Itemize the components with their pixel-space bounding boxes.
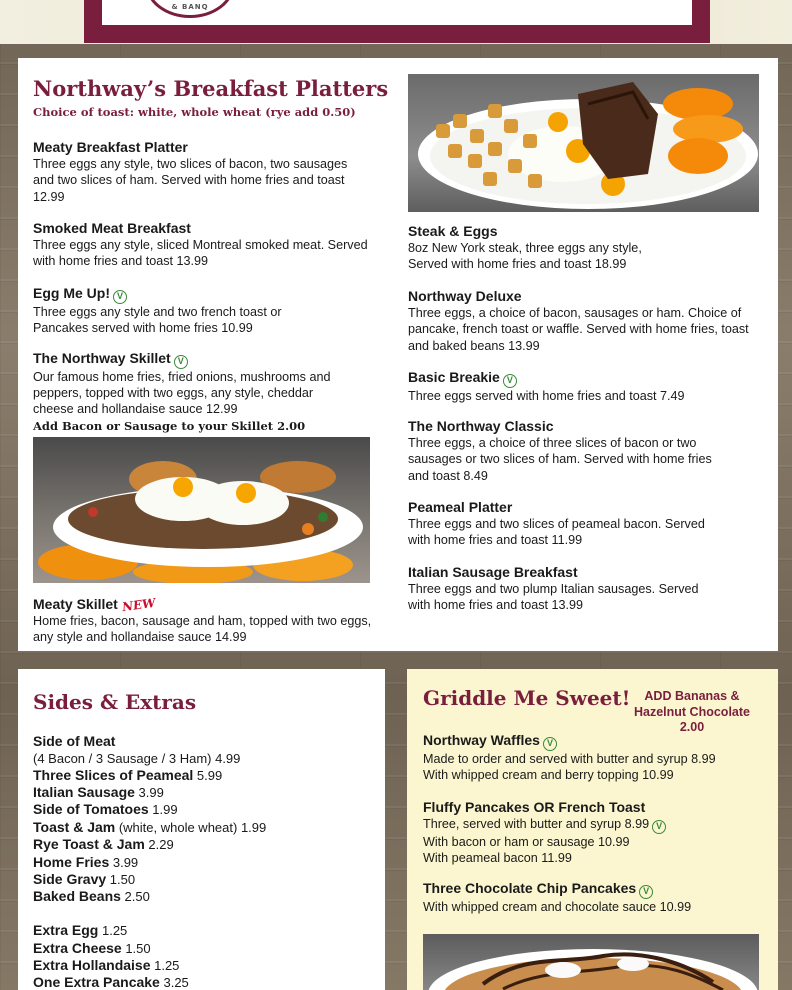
item-desc: Three eggs and two plump Italian sausages. Served with home fries and toast 13.99 xyxy=(408,582,699,613)
item-desc: Three eggs and two slices of peameal bacon. Served with home fries and toast 11.99 xyxy=(408,517,705,548)
sides-item-detail: 1.25 xyxy=(150,958,180,973)
sides-item-detail: 3.99 xyxy=(134,785,164,800)
vegetarian-v-icon: V xyxy=(652,820,666,834)
item-desc: Home fries, bacon, sausage and ham, topped with two eggs, any style and hollandaise sauce 14.99 xyxy=(33,614,372,645)
item-name: Smoked Meat Breakfast xyxy=(33,220,191,236)
sides-item-name: Rye Toast & Jam xyxy=(33,836,145,852)
item-name: Meaty Breakfast Platter xyxy=(33,139,188,155)
menu-item-northway-skillet xyxy=(33,349,348,434)
vegetarian-v-icon: V xyxy=(503,374,517,388)
sides-item-name: Side Gravy xyxy=(33,871,107,887)
sides-item-detail: 2.50 xyxy=(120,889,150,904)
menu-item-italian-sausage-breakfast xyxy=(408,563,708,614)
sides-item-detail: 1.99 xyxy=(148,802,178,817)
sides-item xyxy=(33,836,174,853)
vegetarian-v-icon: V xyxy=(639,885,653,899)
sides-item-name: Three Slices of Peameal xyxy=(33,767,194,783)
sides-item-name: Side of Tomatoes xyxy=(33,801,149,817)
item-line: Made to order and served with butter and syrup 8.99 xyxy=(423,752,716,766)
item-desc: Three eggs any style, sliced Montreal smoked meat. Served with home fries and toast 13.99 xyxy=(33,238,368,269)
sides-item-detail: 5.99 xyxy=(193,768,223,783)
sides-item-name: Toast & Jam xyxy=(33,819,116,835)
sides-item xyxy=(33,871,135,888)
menu-item-smoked-meat-breakfast xyxy=(33,219,368,270)
sides-item xyxy=(33,922,127,939)
steak-and-eggs-photo xyxy=(408,74,759,212)
item-desc: Three eggs any style and two french toast or Pancakes served with home fries 10.99 xyxy=(33,305,282,336)
sides-item xyxy=(33,819,266,836)
sides-item xyxy=(33,957,179,974)
item-name: Steak & Eggs xyxy=(408,223,498,239)
breakfast-title: Northway’s Breakfast Platters xyxy=(33,76,389,101)
item-desc: Three eggs, a choice of three slices of bacon or two sausages or two slices of ham. Served with home fries and toast 8.49 xyxy=(408,436,712,483)
add-line2: Hazelnut Chocolate xyxy=(634,704,750,719)
pancake-photo xyxy=(423,934,759,990)
sides-item-detail: (white, whole wheat) 1.99 xyxy=(115,820,267,835)
item-desc: 8oz New York steak, three eggs any style, Served with home fries and toast 18.99 xyxy=(408,241,642,272)
item-line: With bacon or ham or sausage 10.99 xyxy=(423,835,630,850)
item-desc: Our famous home fries, fried onions, mushrooms and peppers, topped with two eggs, any style, cheddar cheese and hollandaise sauce 12.99 xyxy=(33,370,331,417)
new-badge: NEW xyxy=(121,595,157,615)
sides-item-name: Italian Sausage xyxy=(33,784,135,800)
menu-item-meaty-breakfast-platter xyxy=(33,138,363,205)
item-name: Fluffy Pancakes OR French Toast xyxy=(423,799,646,815)
item-desc: Three eggs any style, two slices of bacon, two sausages and two slices of ham. Served with home fries and toast 12.99 xyxy=(33,157,348,204)
menu-item-northway-waffles xyxy=(423,731,768,783)
menu-item-steak-and-eggs xyxy=(408,222,753,273)
item-name: Peameal Platter xyxy=(408,499,513,515)
vegetarian-v-icon: V xyxy=(174,355,188,369)
sides-item xyxy=(33,888,150,905)
item-name: Northway Deluxe xyxy=(408,288,522,304)
vegetarian-v-icon: V xyxy=(113,290,127,304)
item-name: The Northway Classic xyxy=(408,418,554,434)
sides-item-name: Home Fries xyxy=(33,854,110,870)
item-name: The Northway Skillet xyxy=(33,350,171,366)
item-desc: Three eggs served with home fries and toast 7.49 xyxy=(408,389,685,403)
item-name: Egg Me Up! xyxy=(33,285,110,301)
logo-seal-text: & BANQ xyxy=(171,3,209,11)
menu-item-fluffy-pancakes-french-toast xyxy=(423,798,768,867)
item-line: With peameal bacon 11.99 xyxy=(423,851,572,866)
griddle-title: Griddle Me Sweet! xyxy=(423,686,631,710)
skillet-photo xyxy=(33,437,370,583)
sides-item xyxy=(33,974,189,990)
sides-item xyxy=(33,854,138,871)
menu-item-basic-breakie xyxy=(408,368,753,404)
sides-item-name: Extra Egg xyxy=(33,922,99,938)
sides-item-detail: 1.50 xyxy=(106,872,136,887)
sides-item-detail: 1.25 xyxy=(98,923,128,938)
sides-item-detail: 3.25 xyxy=(159,975,189,990)
sides-item-name: Baked Beans xyxy=(33,888,121,904)
sides-item xyxy=(33,940,151,957)
sides-item xyxy=(33,784,164,801)
item-line xyxy=(423,816,768,834)
sides-item-detail: 3.99 xyxy=(109,855,139,870)
add-line1: ADD Bananas & xyxy=(644,689,740,703)
item-desc: Three eggs, a choice of bacon, sausages or ham. Choice of pancake, french toast or waffle. Served with home fries, toast and baked beans 13.99 xyxy=(408,306,749,353)
item-name: Basic Breakie xyxy=(408,369,500,385)
sides-item-detail: 2.29 xyxy=(144,837,174,852)
menu-item-peameal-platter xyxy=(408,498,718,549)
menu-item-chocolate-chip-pancakes xyxy=(423,879,768,915)
sides-item-detail: (4 Bacon / 3 Sausage / 3 Ham) 4.99 xyxy=(33,751,241,766)
sides-item xyxy=(33,750,240,767)
sides-title: Sides & Extras xyxy=(33,690,197,714)
add-price: 2.00 xyxy=(679,720,705,734)
sides-item-name: One Extra Pancake xyxy=(33,974,160,990)
skillet-add-note: Add Bacon or Sausage to your Skillet 2.00 xyxy=(33,418,306,433)
item-line: With whipped cream and chocolate sauce 10.99 xyxy=(423,900,692,914)
menu-item-meaty-skillet xyxy=(33,595,383,646)
item-name: Three Chocolate Chip Pancakes xyxy=(423,880,637,896)
item-name: Northway Waffles xyxy=(423,732,540,748)
item-line: With whipped cream and berry topping 10.99 xyxy=(423,768,674,783)
menu-item-egg-me-up xyxy=(33,284,333,336)
menu-item-northway-classic xyxy=(408,417,723,484)
sides-item-name: Extra Cheese xyxy=(33,940,122,956)
sides-item xyxy=(33,767,222,784)
item-name: Italian Sausage Breakfast xyxy=(408,564,578,580)
sides-item xyxy=(33,733,115,750)
sides-item-detail: 1.50 xyxy=(121,941,151,956)
item-line-text: Three, served with butter and syrup 8.99 xyxy=(423,817,650,832)
vegetarian-v-icon: V xyxy=(543,737,557,751)
griddle-add-on xyxy=(621,689,763,736)
item-name: Meaty Skillet xyxy=(33,596,118,612)
sides-item-name: Extra Hollandaise xyxy=(33,957,151,973)
menu-item-northway-deluxe xyxy=(408,287,756,354)
toast-note: Choice of toast: white, whole wheat (rye add 0.50) xyxy=(33,105,356,119)
sides-item-name: Side of Meat xyxy=(33,733,116,749)
sides-item xyxy=(33,801,178,818)
